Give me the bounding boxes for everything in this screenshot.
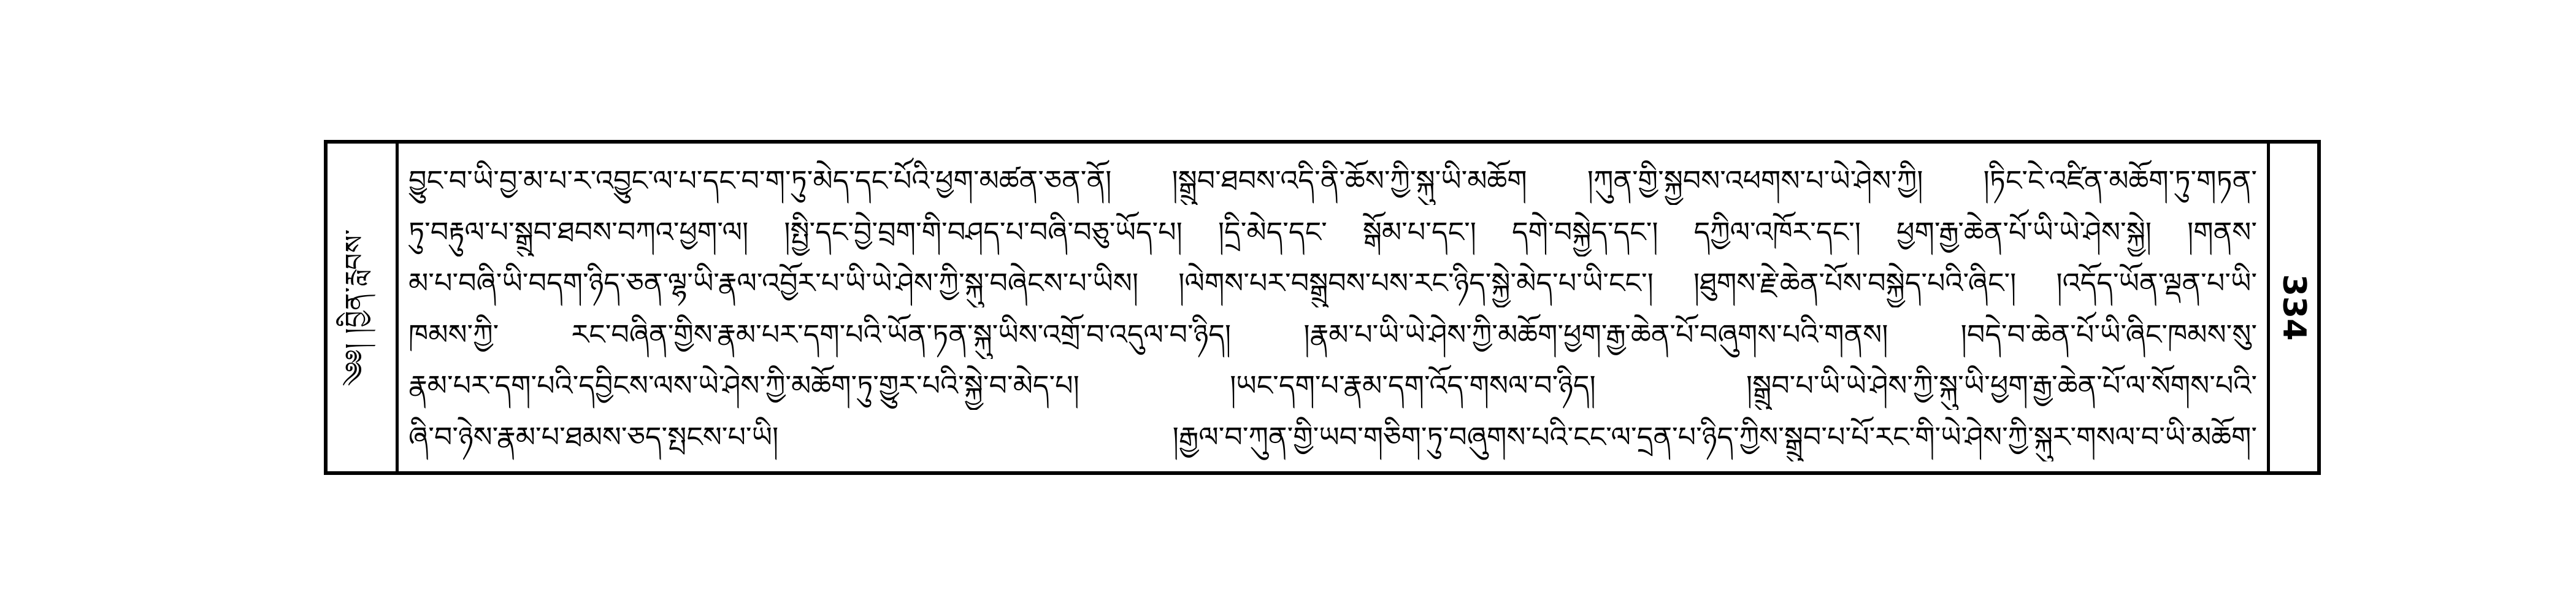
right-margin bbox=[2267, 144, 2317, 471]
text-line-5: རྣམ་པར་དག་པའི་དབྱིངས་ལས་ཡེ་ཤེས་ཀྱི་མཆོག་ཏུ་གྱུར་པའི་སྐྱེ་བ་མེད་པ། །ཡང་དག་པ་རྣམ་དག་འོད་གསལ་བ་ཉིད། །སྒྲུབ་པ་ཡི་ཡེ་ཤེས་ཀྱི་སྐུ་ཡི་ཕྱག་རྒྱ་ཆེན་པོ་ལ་སོགས་པའི་ bbox=[408, 369, 2257, 403]
text-line-6: ཞི་བ་ཉེས་རྣམ་པ་ཐམས་ཅད་སྤངས་པ་ཡི། །རྒྱལ་བ་ཀུན་གྱི་ཡབ་གཅིག་ཏུ་བཞུགས་པའི་ངང་ལ་དྲན་པ་ཉིད་ཀྱིས་སྒྲུབ་པ་པོ་རང་གི་ཡེ་ཤེས་ཀྱི་སྐུར་གསལ་བ་ཡི་མཆོག་ bbox=[408, 420, 2257, 453]
left-margin bbox=[328, 144, 399, 471]
page-number: 334 bbox=[2275, 274, 2312, 341]
pecha-folio bbox=[324, 140, 2321, 475]
text-line-1: བྱུང་བ་ཡི་བྱ་མ་པ་ར་འབྱུང་ལ་པ་དང་བ་ག་ཏུ་མེད་དང་པོའི་ཕྱག་མཚན་ཅན་ནོ། །སྒྲུབ་ཐབས་འདི་ནི་ཆོས་ཀྱི་སྐུ་ཡི་མཆོག །ཀུན་གྱི་སྐྱབས་འཕགས་པ་ཡེ་ཤེས་ཀྱི། །ཏིང་ངེ་འཛིན་མཆོག་ཏུ་གཏན་ bbox=[408, 164, 2257, 197]
text-line-4: ཁམས་ཀྱི་ རང་བཞིན་གྱིས་རྣམ་པར་དག་པའི་ཡོན་ཏན་སྐུ་ཡིས་འགྲོ་བ་འདུལ་བ་ཉིད། །རྣམ་པ་ཡི་ཡེ་ཤེས་ཀྱི་མཆོག་ཕྱག་རྒྱ་ཆེན་པོ་བཞུགས་པའི་གནས། །བདེ་བ་ཆེན་པོ་ཡི་ཞིང་ཁམས་སུ་ bbox=[408, 317, 2257, 351]
margin-title: ༄༅། །བྱིན་རླབས་ bbox=[339, 228, 369, 387]
text-line-2: ཏུ་བརྟུལ་པ་སྒྲུབ་ཐབས་བཀའ་ཕྱག་ལ། །སྤྱི་དང་བྱེ་བྲག་གི་བཤད་པ་བཞི་བཅུ་ཡོད་པ། །དྲི་མེད་དང་ སྒོམ་པ་དང་། དགེ་བསྐྱེད་དང་། དཀྱིལ་འཁོར་དང་། ཕྱག་རྒྱ་ཆེན་པོ་ཡི་ཡེ་ཤེས་སྐྱེ། །གནས་ bbox=[408, 215, 2257, 249]
text-line-3: མ་པ་བཞི་ཡི་བདག་ཉིད་ཅན་ལྷ་ཡི་རྣལ་འབྱོར་པ་ཡི་ཡེ་ཤེས་ཀྱི་སྐུ་བཞེངས་པ་ཡིས། །ལེགས་པར་བསྒྲུབས་པས་རང་ཉིད་སྐྱེ་མེད་པ་ཡི་ངང་། །ཐུགས་རྗེ་ཆེན་པོས་བསྐྱེད་པའི་ཞིང་། །འདོད་ཡོན་ལྡན་པ་ཡི་ bbox=[408, 266, 2257, 300]
text-block bbox=[402, 147, 2263, 468]
